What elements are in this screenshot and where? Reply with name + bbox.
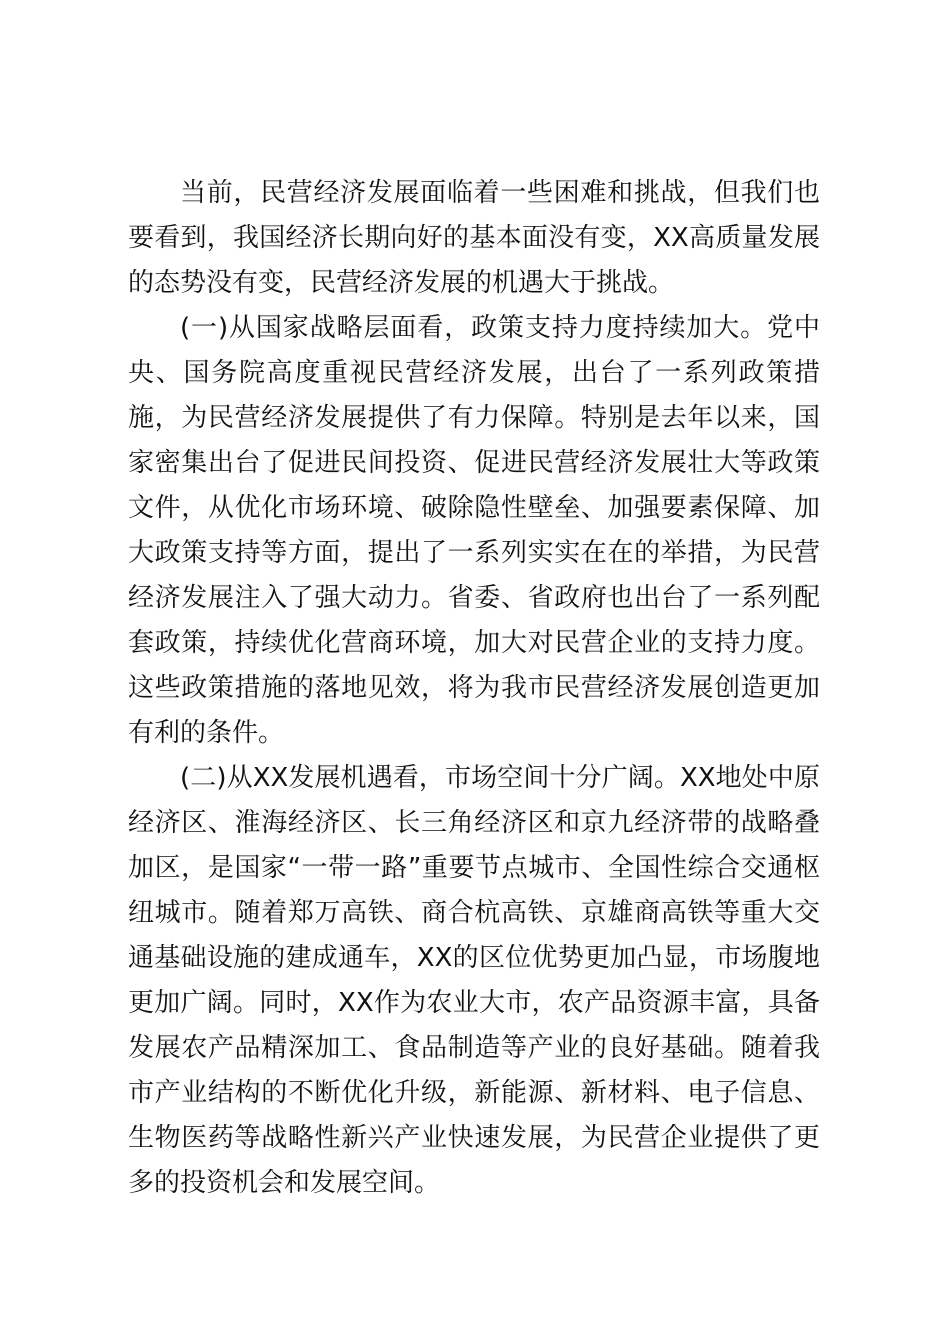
document-body [128, 171, 820, 1206]
paragraph-local-opportunity: (二)从XX发展机遇看，市场空间十分广阔。XX地处中原经济区、淮海经济区、长三角经济区和京九经济带的战略叠加区，是国家“一带一路”重要节点城市、全国性综合交通枢纽城市。随着郑万高铁、商合杭高铁、京雄商高铁等重大交通基础设施的建成通车，XX的区位优势更加凸显，市场腹地更加广阔。同时，XX作为农业大市，农产品资源丰富，具备发展农产品精深加工、食品制造等产业的良好基础。随着我市产业结构的不断优化升级，新能源、新材料、电子信息、生物医药等战略性新兴产业快速发展，为民营企业提供了更多的投资机会和发展空间。 [128, 763, 820, 1198]
paragraph-intro: 当前，民营经济发展面临着一些困难和挑战，但我们也要看到，我国经济长期向好的基本面没有变，XX高质量发展的态势没有变，民营经济发展的机遇大于挑战。 [128, 178, 820, 298]
paragraph-national-strategy: (一)从国家战略层面看，政策支持力度持续加大。党中央、国务院高度重视民营经济发展，出台了一系列政策措施，为民营经济发展提供了有力保障。特别是去年以来，国家密集出台了促进民间投资、促进民营经济发展壮大等政策文件，从优化市场环境、破除隐性壁垒、加强要素保障、加大政策支持等方面，提出了一系列实实在在的举措，为民营经济发展注入了强大动力。省委、省政府也出台了一系列配套政策，持续优化营商环境，加大对民营企业的支持力度。这些政策措施的落地见效，将为我市民营经济发展创造更加有利的条件。 [128, 313, 820, 748]
